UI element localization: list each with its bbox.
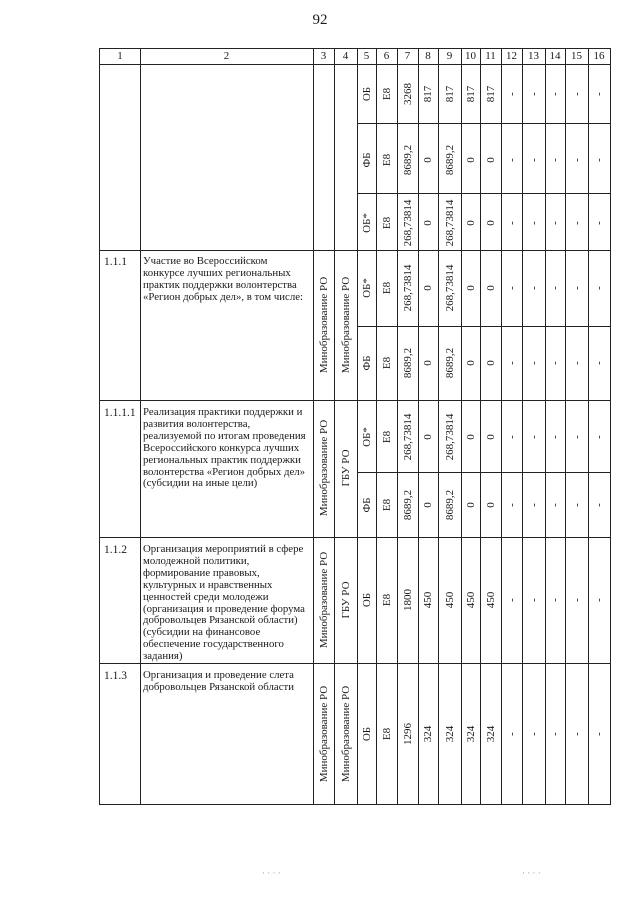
row-number: 1.1.1 [104,256,127,268]
header-col-10: 10 [465,50,476,62]
scan-smudge: · · · · [522,868,541,878]
row-name: Участие во Всероссийском конкурсе лучших региональных практик поддержки волонтерства «Регион добрых дел», в том числе: [143,255,304,303]
header-col-16: 16 [593,50,605,62]
row-number: 1.1.2 [104,544,127,556]
header-col-8: 8 [425,50,431,62]
row-name: Организация мероприятий в сфере молодежной политики, формирование правовых, культурных и нравственных ценностей среди молодежи (организация и проведение форума добровольцев Рязанской области) (субсидии на финансовое обеспечение государственного задания) [143,543,305,663]
header-col-4: 4 [342,50,349,62]
header-col-1: 1 [117,50,123,62]
header-col-15: 15 [571,50,582,62]
row-number: 1.1.1.1 [104,407,136,419]
page-number: 92 [312,12,328,28]
header-col-3: 3 [320,50,327,62]
header-col-14: 14 [549,50,561,62]
header-col-12: 12 [506,50,517,62]
header-col-11: 11 [485,50,496,62]
header-col-13: 13 [528,50,539,62]
header-col-6: 6 [383,50,390,62]
header-col-2: 2 [223,50,230,62]
row-name: Организация и проведение слета добровольцев Рязанской области [143,669,294,693]
row-number: 1.1.3 [104,670,127,682]
row-name: Реализация практики поддержки и развития волонтерства, реализуемой по итогам проведения Всероссийского конкурса лучших региональных практик поддержки волонтерства «Регион добрых дел» (субсидии на иные цели) [143,406,306,490]
header-col-5: 5 [363,50,370,62]
header-col-7: 7 [404,50,411,62]
scan-smudge: · · · · [262,868,281,878]
header-col-9: 9 [446,50,453,62]
